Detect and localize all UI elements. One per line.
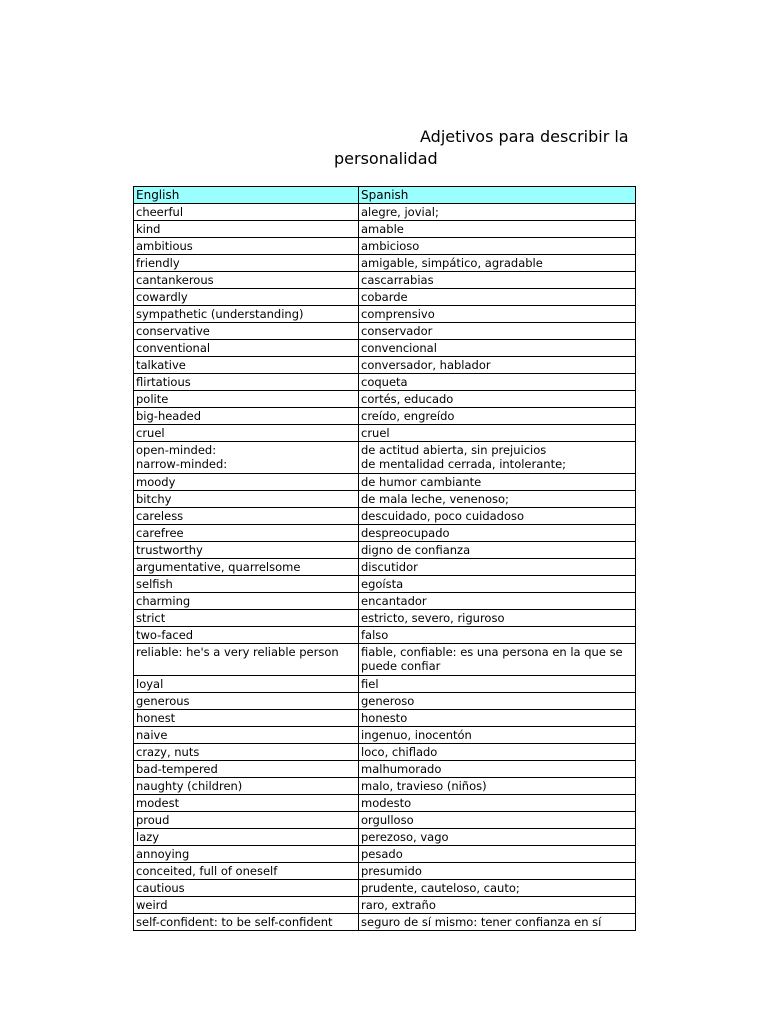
english-cell: reliable: he's a very reliable person <box>134 644 359 676</box>
table-row <box>134 880 636 897</box>
spanish-cell: cruel <box>359 425 636 442</box>
spanish-cell: coqueta <box>359 374 636 391</box>
english-cell: trustworthy <box>134 542 359 559</box>
table-row <box>134 525 636 542</box>
table-row <box>134 761 636 778</box>
column-header-english: English <box>134 187 359 204</box>
english-cell: moody <box>134 474 359 491</box>
table-row <box>134 255 636 272</box>
table-row <box>134 559 636 576</box>
table-row <box>134 272 636 289</box>
english-cell: lazy <box>134 829 359 846</box>
spanish-cell: generoso <box>359 693 636 710</box>
english-cell: cautious <box>134 880 359 897</box>
spanish-cell: discutidor <box>359 559 636 576</box>
english-cell: weird <box>134 897 359 914</box>
table-row <box>134 374 636 391</box>
table-row <box>134 863 636 880</box>
spanish-cell: comprensivo <box>359 306 636 323</box>
english-cell: bad-tempered <box>134 761 359 778</box>
table-row <box>134 710 636 727</box>
spanish-cell: amable <box>359 221 636 238</box>
spanish-cell: creído, engreído <box>359 408 636 425</box>
spanish-cell: amigable, simpático, agradable <box>359 255 636 272</box>
spanish-cell: fiable, confiable: es una persona en la que se puede confiar <box>359 644 636 676</box>
english-cell: annoying <box>134 846 359 863</box>
spanish-cell: convencional <box>359 340 636 357</box>
english-cell: kind <box>134 221 359 238</box>
english-cell: polite <box>134 391 359 408</box>
table-row <box>134 593 636 610</box>
english-cell: naughty (children) <box>134 778 359 795</box>
spanish-cell: prudente, cauteloso, cauto; <box>359 880 636 897</box>
english-cell: naive <box>134 727 359 744</box>
english-cell: conventional <box>134 340 359 357</box>
table-row <box>134 408 636 425</box>
table-row <box>134 676 636 693</box>
english-cell: cantankerous <box>134 272 359 289</box>
table-row <box>134 542 636 559</box>
spanish-cell: seguro de sí mismo: tener confianza en sí <box>359 914 636 931</box>
english-cell: talkative <box>134 357 359 374</box>
table-row <box>134 778 636 795</box>
english-cell: sympathetic (understanding) <box>134 306 359 323</box>
spanish-cell: modesto <box>359 795 636 812</box>
column-header-spanish: Spanish <box>359 187 636 204</box>
table-row <box>134 829 636 846</box>
table-row <box>134 693 636 710</box>
english-cell: carefree <box>134 525 359 542</box>
table-row <box>134 238 636 255</box>
spanish-cell: fiel <box>359 676 636 693</box>
spanish-cell: egoísta <box>359 576 636 593</box>
english-cell: modest <box>134 795 359 812</box>
spanish-cell: pesado <box>359 846 636 863</box>
english-cell: friendly <box>134 255 359 272</box>
spanish-cell: de actitud abierta, sin prejuicios de mentalidad cerrada, intolerante; <box>359 442 636 474</box>
table-row <box>134 812 636 829</box>
spanish-cell: malo, travieso (niños) <box>359 778 636 795</box>
english-cell: charming <box>134 593 359 610</box>
spanish-cell: ambicioso <box>359 238 636 255</box>
table-row <box>134 914 636 931</box>
english-cell: strict <box>134 610 359 627</box>
english-cell: cruel <box>134 425 359 442</box>
table-row <box>134 340 636 357</box>
table-row <box>134 644 636 676</box>
spanish-cell: conservador <box>359 323 636 340</box>
table-row <box>134 425 636 442</box>
table-row <box>134 323 636 340</box>
spanish-cell: descuidado, poco cuidadoso <box>359 508 636 525</box>
spanish-cell: honesto <box>359 710 636 727</box>
table-row <box>134 221 636 238</box>
english-cell: proud <box>134 812 359 829</box>
english-cell: argumentative, quarrelsome <box>134 559 359 576</box>
table-row <box>134 442 636 474</box>
spanish-cell: cortés, educado <box>359 391 636 408</box>
english-cell: generous <box>134 693 359 710</box>
table-row <box>134 204 636 221</box>
spanish-cell: encantador <box>359 593 636 610</box>
english-cell: open-minded: narrow-minded: <box>134 442 359 474</box>
spanish-cell: cascarrabias <box>359 272 636 289</box>
spanish-cell: despreocupado <box>359 525 636 542</box>
spanish-cell: orgulloso <box>359 812 636 829</box>
table-row <box>134 846 636 863</box>
english-cell: self-confident: to be self-confident <box>134 914 359 931</box>
table-row <box>134 391 636 408</box>
spanish-cell: raro, extraño <box>359 897 636 914</box>
spanish-cell: conversador, hablador <box>359 357 636 374</box>
spanish-cell: malhumorado <box>359 761 636 778</box>
english-cell: ambitious <box>134 238 359 255</box>
english-cell: flirtatious <box>134 374 359 391</box>
english-cell: loyal <box>134 676 359 693</box>
table-row <box>134 744 636 761</box>
table-row <box>134 576 636 593</box>
table-row <box>134 306 636 323</box>
spanish-cell: alegre, jovial; <box>359 204 636 221</box>
table-header-row <box>134 187 636 204</box>
table-row <box>134 289 636 306</box>
spanish-cell: falso <box>359 627 636 644</box>
english-cell: cowardly <box>134 289 359 306</box>
english-cell: crazy, nuts <box>134 744 359 761</box>
page-title: Adjetivos para describir la personalidad <box>334 127 629 168</box>
table-row <box>134 795 636 812</box>
table-row <box>134 897 636 914</box>
table-row <box>134 610 636 627</box>
english-cell: careless <box>134 508 359 525</box>
spanish-cell: digno de confianza <box>359 542 636 559</box>
spanish-cell: ingenuo, inocentón <box>359 727 636 744</box>
english-cell: two-faced <box>134 627 359 644</box>
table-row <box>134 508 636 525</box>
spanish-cell: de mala leche, venenoso; <box>359 491 636 508</box>
english-cell: honest <box>134 710 359 727</box>
vocabulary-table <box>133 186 636 931</box>
english-cell: conceited, full of oneself <box>134 863 359 880</box>
table-row <box>134 357 636 374</box>
table-row <box>134 727 636 744</box>
spanish-cell: cobarde <box>359 289 636 306</box>
table-row <box>134 627 636 644</box>
table-body <box>134 204 636 931</box>
table-row <box>134 474 636 491</box>
table-row <box>134 491 636 508</box>
spanish-cell: loco, chiflado <box>359 744 636 761</box>
english-cell: big-headed <box>134 408 359 425</box>
english-cell: cheerful <box>134 204 359 221</box>
spanish-cell: presumido <box>359 863 636 880</box>
spanish-cell: de humor cambiante <box>359 474 636 491</box>
english-cell: conservative <box>134 323 359 340</box>
english-cell: bitchy <box>134 491 359 508</box>
english-cell: selfish <box>134 576 359 593</box>
spanish-cell: perezoso, vago <box>359 829 636 846</box>
spanish-cell: estricto, severo, riguroso <box>359 610 636 627</box>
